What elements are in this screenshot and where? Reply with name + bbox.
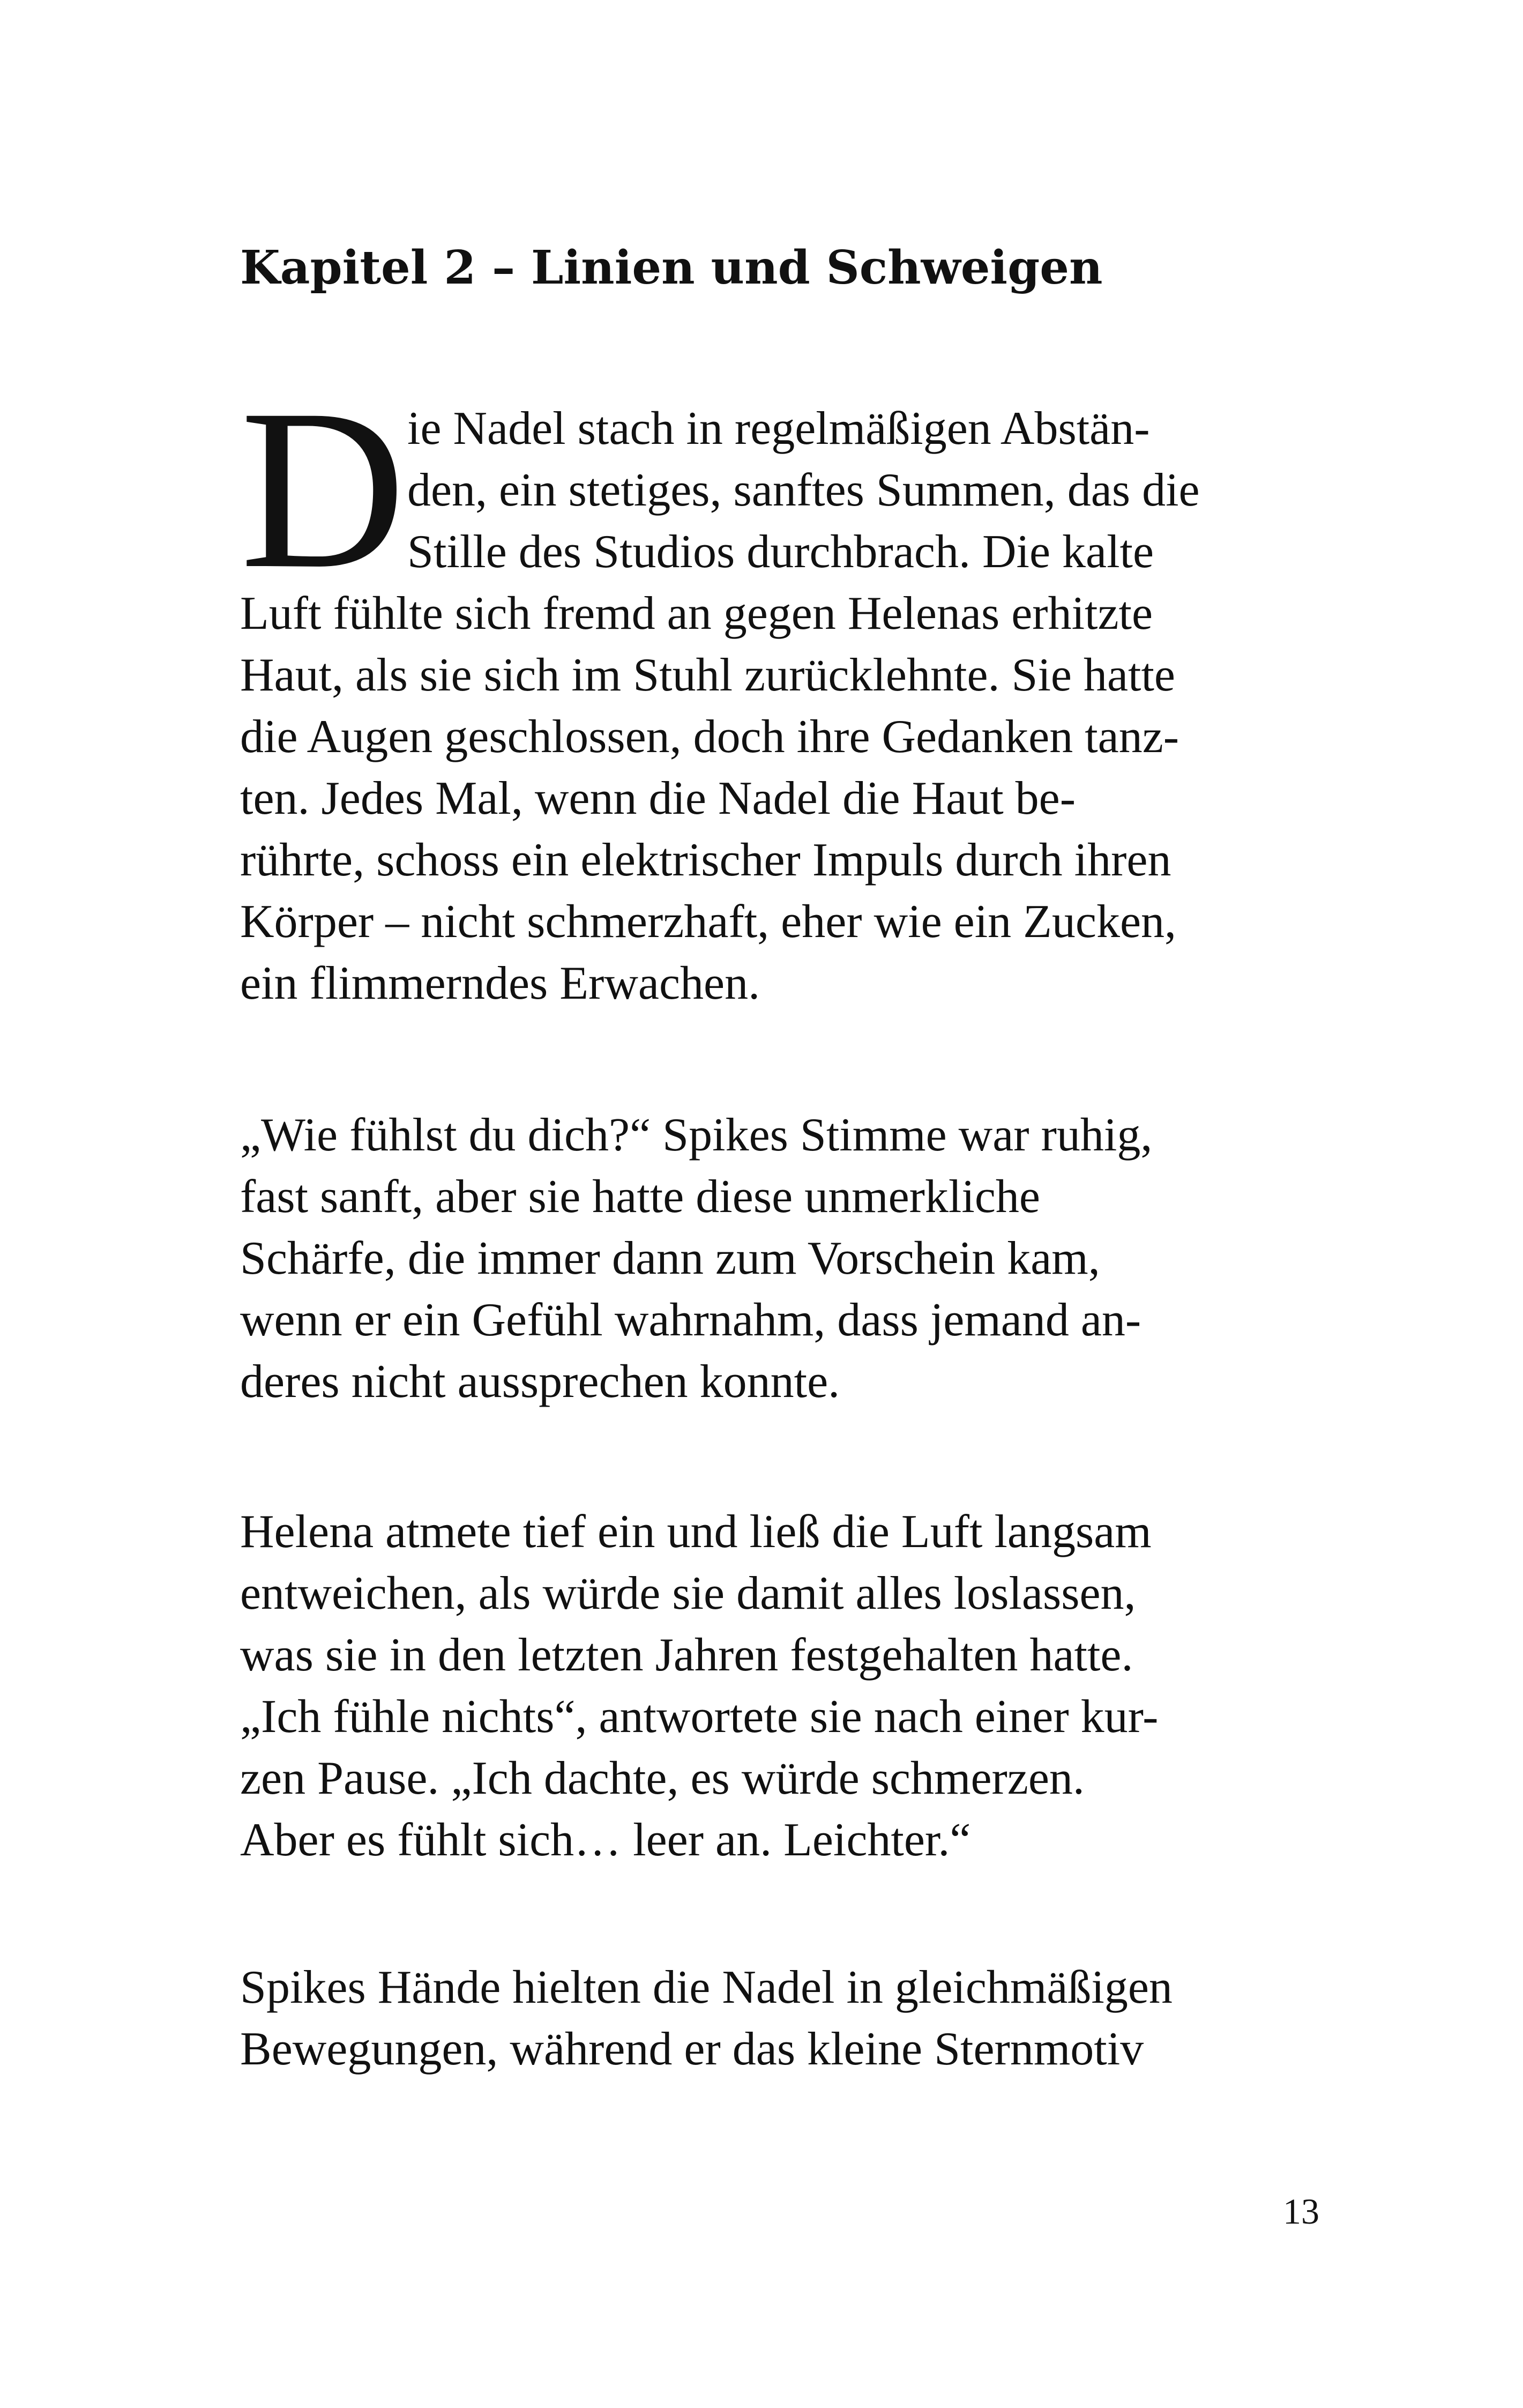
text-line: den, ein stetiges, sanftes Summen, das die xyxy=(407,464,1200,516)
text-line: „Wie fühlst du dich?“ Spikes Stimme war ruhig, xyxy=(240,1109,1153,1161)
chapter-title: Kapitel 2 – Linien und Schweigen xyxy=(240,241,1103,295)
text-line: Stille des Studios durchbrach. Die kalte xyxy=(407,526,1154,578)
text-line: Bewegungen, während er das kleine Sternmotiv xyxy=(240,2023,1144,2075)
paragraph-3 xyxy=(240,1501,1328,1871)
text-line: Spikes Hände hielten die Nadel in gleichmäßigen xyxy=(240,1961,1173,2013)
text-line: Schärfe, die immer dann zum Vorschein kam, xyxy=(240,1232,1100,1284)
page-number: 13 xyxy=(1283,2191,1319,2232)
drop-cap: D xyxy=(240,362,406,616)
text-line: Helena atmete tief ein und ließ die Luft langsam xyxy=(240,1506,1152,1558)
text-line: „Ich fühle nichts“, antwortete sie nach einer kur- xyxy=(240,1691,1159,1743)
paragraph-1-dropcap-lines xyxy=(407,398,1329,583)
text-line: ie Nadel stach in regelmäßigen Abstän- xyxy=(407,403,1150,455)
text-line: Haut, als sie sich im Stuhl zurücklehnte. Sie hatte xyxy=(240,649,1175,701)
text-line: Aber es fühlt sich… leer an. Leichter.“ xyxy=(240,1814,971,1866)
text-line: wenn er ein Gefühl wahrnahm, dass jemand an- xyxy=(240,1294,1141,1346)
text-line: rührte, schoss ein elektrischer Impuls durch ihren xyxy=(240,834,1171,886)
paragraph-2 xyxy=(240,1104,1328,1413)
text-line: ten. Jedes Mal, wenn die Nadel die Haut be- xyxy=(240,772,1076,824)
text-line: fast sanft, aber sie hatte diese unmerkliche xyxy=(240,1171,1040,1223)
paragraph-4 xyxy=(240,1957,1328,2080)
text-line: Luft fühlte sich fremd an gegen Helenas erhitzte xyxy=(240,588,1153,640)
text-line: ein flimmerndes Erwachen. xyxy=(240,957,760,1009)
text-line: zen Pause. „Ich dachte, es würde schmerzen. xyxy=(240,1752,1085,1804)
text-line: entweichen, als würde sie damit alles loslassen, xyxy=(240,1567,1136,1619)
text-line: die Augen geschlossen, doch ihre Gedanken tanz- xyxy=(240,711,1179,763)
text-line: Körper – nicht schmerzhaft, eher wie ein Zucken, xyxy=(240,896,1177,948)
text-line: deres nicht aussprechen konnte. xyxy=(240,1356,840,1408)
paragraph-1 xyxy=(240,583,1328,1014)
text-line: was sie in den letzten Jahren festgehalten hatte. xyxy=(240,1629,1133,1681)
